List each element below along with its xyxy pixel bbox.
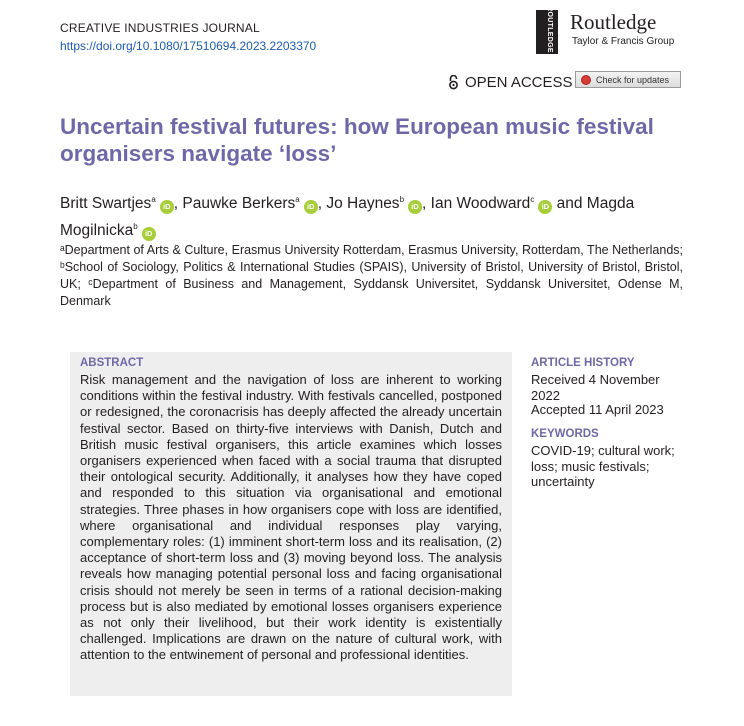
received-date: Received 4 November 2022 — [531, 372, 660, 403]
orcid-icon[interactable]: iD — [160, 200, 174, 214]
orcid-icon[interactable]: iD — [538, 200, 552, 214]
open-lock-icon — [448, 75, 459, 90]
orcid-icon[interactable]: iD — [408, 200, 422, 214]
crossmark-icon — [581, 75, 591, 85]
keywords-heading: KEYWORDS — [531, 428, 599, 440]
accepted-date: Accepted 11 April 2023 — [531, 402, 664, 417]
publisher-name: Routledge — [570, 10, 657, 34]
author-name: Ian Woodward — [430, 195, 531, 213]
author-name: Magda Mogilnicka — [60, 195, 635, 240]
affiliations: ᵃDepartment of Arts & Culture, Erasmus University Rotterdam, Erasmus University, Rotterdam, The Netherlands; ᵇSchool of Sociology, Politics & International Studies (SPAIS), University of Bristol, University of Bristol, Bristol, UK; ᶜDepartment of Business and Management, Syddansk Universitet, Syddansk Universitet, Odense M, Denmark — [60, 243, 683, 308]
orcid-icon[interactable]: iD — [304, 200, 318, 214]
abstract-heading: ABSTRACT — [80, 357, 144, 369]
check-for-updates-button[interactable]: Check for updates — [575, 71, 681, 88]
author-list: Britt Swartjes$^a$iD , Pauwke Berkers$^a$iD , Jo Haynes$^b$iD , Ian Woodward$^c$iD and Magda Mogilnicka$^b$iD — [60, 195, 635, 240]
routledge-book-icon: ROUTLEDGE — [536, 10, 558, 54]
open-access-label: OPEN ACCESS — [448, 74, 573, 91]
publisher-group: Taylor & Francis Group — [572, 36, 675, 47]
article-history-heading: ARTICLE HISTORY — [531, 357, 635, 369]
orcid-icon[interactable]: iD — [142, 227, 156, 241]
author-name: Britt Swartjes — [60, 195, 152, 213]
keywords-list: COVID-19; cultural work; loss; music festivals; uncertainty — [531, 443, 675, 489]
doi-link[interactable]: https://doi.org/10.1080/17510694.2023.2203370 — [60, 39, 317, 53]
publisher-logo — [536, 6, 696, 56]
author-name: Jo Haynes — [326, 195, 400, 213]
article-title: Uncertain festival futures: how European music festival organisers navigate ‘loss’ — [60, 114, 654, 166]
abstract-text: Risk management and the navigation of loss are inherent to working conditions within the festival industry. With festivals cancelled, postponed or redesigned, the coronacrisis has deeply affected the already uncertain festival sector. Based on thirty-five interviews with Danish, Dutch and British music festival organisers, this article examines which losses organisers experienced when faced with a social trauma that disrupted their ontological security. Additionally, it analyses how they have coped and responded to this situation via organisational and emotional strategies. Three phases in how organisers cope with loss are identified, where organisational and individual responses play varying, complementary roles: (1) imminent short-term loss and its realisation, (2) acceptance of short-term loss and (3) moving beyond loss. The analysis reveals how managing potential personal loss and facing organisational crisis should not merely be seen in terms of a rational decision-making process but is also mediated by emotional losses organisers experience as not only their livelihood, but their work identity is existentially challenged. Implications are drawn on the nature of cultural work, with attention to the entwinement of personal and professional identities. — [80, 372, 502, 663]
author-name: Pauwke Berkers — [182, 195, 296, 213]
journal-name: CREATIVE INDUSTRIES JOURNAL — [60, 21, 260, 35]
